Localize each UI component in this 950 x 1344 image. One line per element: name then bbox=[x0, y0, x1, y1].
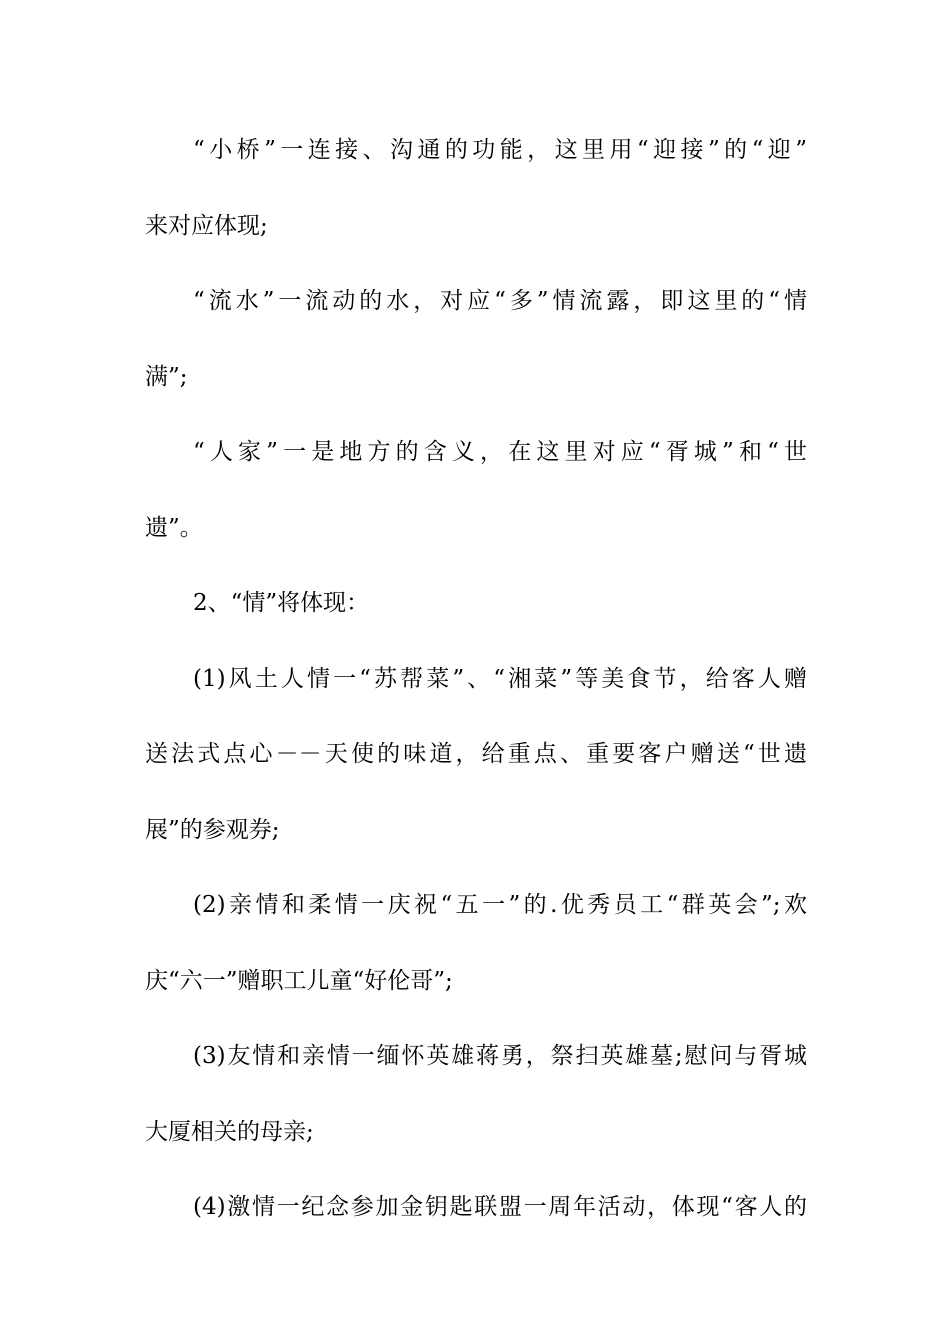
text-line: 遗”。 bbox=[145, 515, 203, 541]
text-line: (3)友情和亲情一缅怀英雄蒋勇，祭扫英雄墓;慰问与胥城 bbox=[193, 1043, 807, 1069]
text-line: “小桥”一连接、沟通的功能，这里用“迎接”的“迎” bbox=[193, 137, 807, 163]
text-line: 庆“六一”赠职工儿童“好伦哥”; bbox=[145, 968, 453, 994]
text-line: 满”; bbox=[145, 364, 188, 390]
text-line: “流水”一流动的水，对应“多”情流露，即这里的“情 bbox=[193, 288, 807, 314]
text-line: (1)风土人情一“苏帮菜”、“湘菜”等美食节，给客人赠 bbox=[193, 666, 807, 692]
text-line: (2)亲情和柔情一庆祝“五一”的.优秀员工“群英会”;欢 bbox=[193, 892, 807, 918]
text-line: (4)激情一纪念参加金钥匙联盟一周年活动，体现“客人的 bbox=[193, 1194, 807, 1220]
text-line: 送法式点心－－天使的味道，给重点、重要客户赠送“世遗 bbox=[145, 741, 807, 767]
text-line: 大厦相关的母亲; bbox=[145, 1119, 314, 1145]
text-line: 展”的参观券; bbox=[145, 817, 280, 843]
text-line: “人家”一是地方的含义，在这里对应“胥城”和“世 bbox=[193, 439, 807, 465]
section-heading: 2、“情”将体现： bbox=[193, 590, 370, 616]
text-line: 来对应体现; bbox=[145, 213, 268, 239]
